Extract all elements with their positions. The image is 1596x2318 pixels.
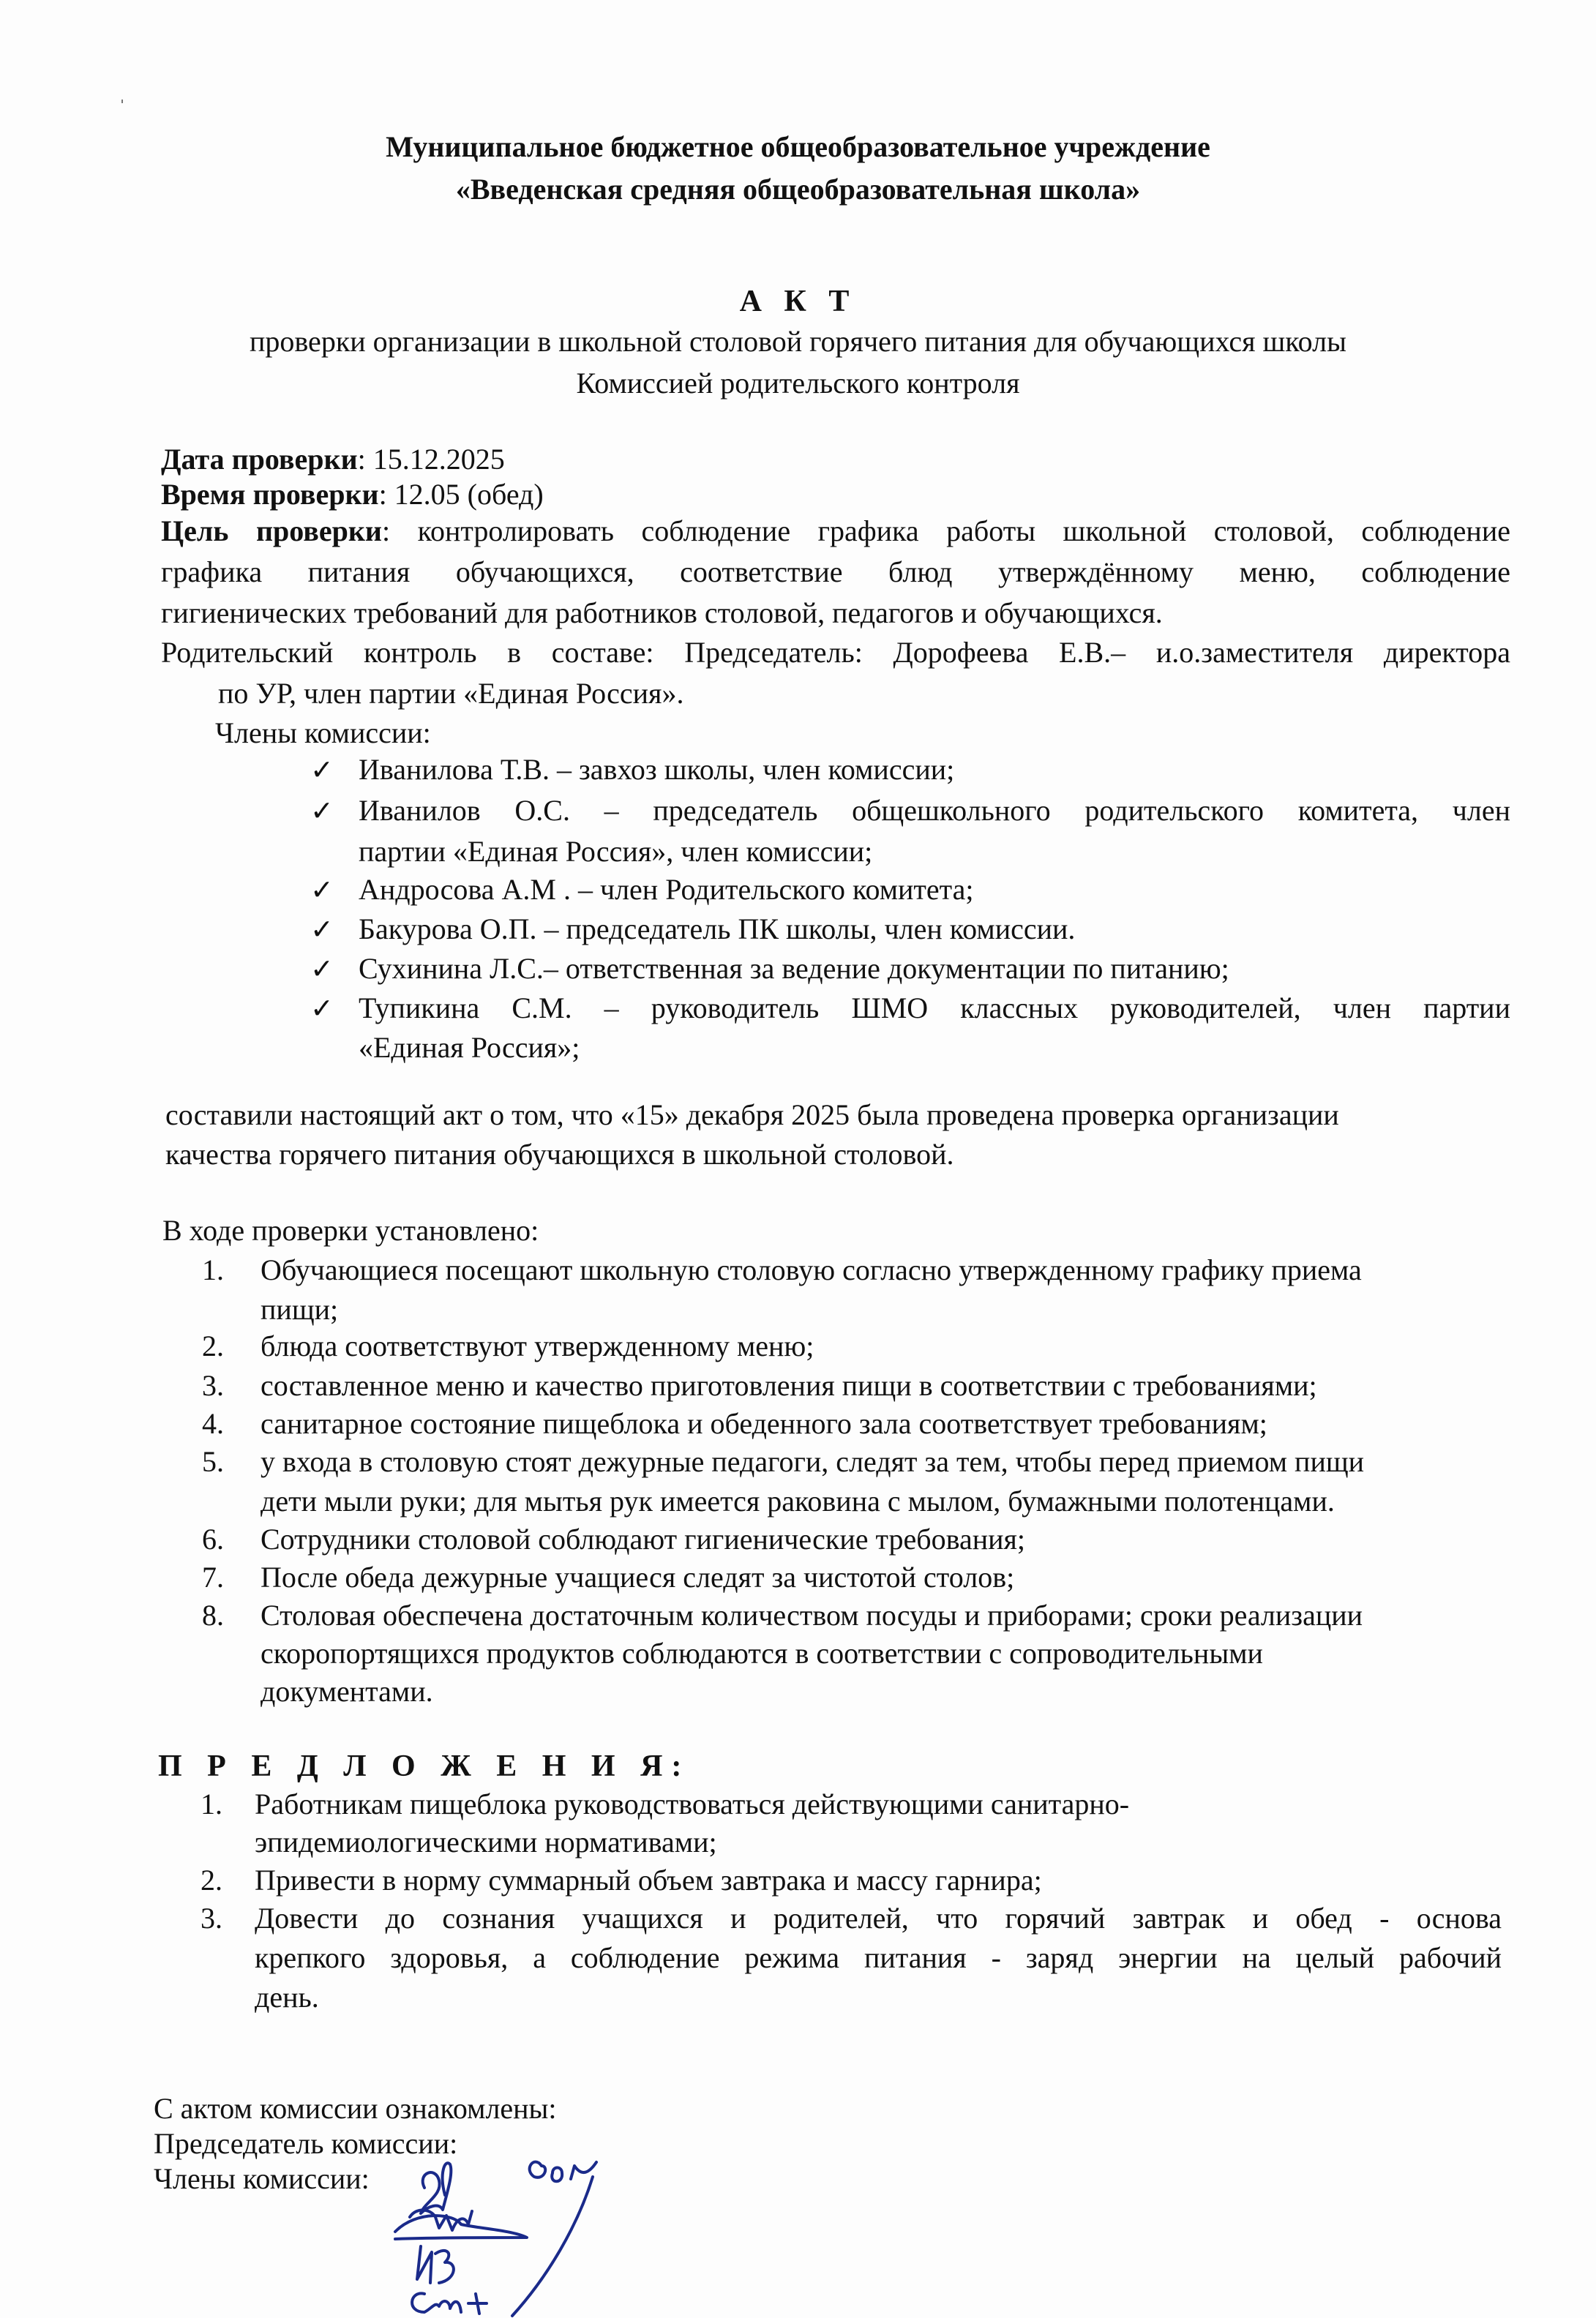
composition-chairman-line2: по УР, член партии «Единая Россия».: [218, 677, 684, 710]
finding-number: 1.: [202, 1253, 224, 1286]
member-text: Иванилов О.С. – председатель общешкольного родительского комитета, член: [359, 794, 1510, 827]
check-date-label: Дата проверки: [161, 443, 358, 476]
finding-number: 6.: [202, 1523, 224, 1556]
proposal-number: 3.: [201, 1902, 222, 1935]
member-text: Сухинина Л.С.– ответственная за ведение документации по питанию;: [359, 952, 1229, 985]
finding-text: После обеда дежурные учащиеся следят за чистотой столов;: [261, 1561, 1015, 1594]
member-item: [0, 986, 1596, 1071]
member-text: Тупикина С.М. – руководитель ШМО классных руководителей, член партии: [359, 991, 1510, 1024]
proposal-number: 2.: [201, 1864, 222, 1897]
check-goal-line2: графика питания обучающихся, соответствие блюд утверждённому меню, соблюдение: [161, 555, 1510, 588]
member-item: [0, 947, 1596, 991]
document-title: А К Т: [739, 285, 857, 318]
finding-text-cont: пищи;: [261, 1293, 339, 1326]
scan-artifact: [121, 100, 123, 103]
chairman-signature-label: Председатель комиссии:: [154, 2127, 458, 2160]
proposal-text: Довести до сознания учащихся и родителей, что горячий завтрак и обед - основа: [255, 1902, 1502, 1935]
handwritten-signatures-icon: [366, 2144, 732, 2318]
check-goal-line3: гигиенических требований для работников столовой, педагогов и обучающихся.: [161, 596, 1163, 629]
statement-line1: составили настоящий акт о том, что «15» декабря 2025 была проведена проверка организации: [165, 1098, 1339, 1131]
checkmark-icon: ✓: [310, 795, 334, 827]
member-text-cont: «Единая Россия»;: [359, 1031, 580, 1064]
document-subtitle-line2: Комиссией родительского контроля: [576, 367, 1020, 400]
checkmark-icon: ✓: [310, 874, 334, 906]
member-text: Иванилова Т.В. – завхоз школы, член комиссии;: [359, 753, 955, 786]
finding-text: блюда соответствуют утвержденному меню;: [261, 1329, 814, 1362]
proposal-text-cont: эпидемиологическими нормативами;: [255, 1826, 717, 1858]
proposal-number: 1.: [201, 1788, 222, 1820]
proposal-text: Работникам пищеблока руководствоваться действующими санитарно-: [255, 1788, 1130, 1820]
member-item: [0, 907, 1596, 951]
checkmark-icon: ✓: [310, 913, 334, 945]
member-text-cont: партии «Единая Россия», член комиссии;: [359, 835, 873, 868]
finding-text: Обучающиеся посещают школьную столовую согласно утвержденному графику приема: [261, 1253, 1362, 1286]
proposals-heading: П Р Е Д Л О Ж Е Н И Я:: [158, 1749, 691, 1783]
checkmark-icon: ✓: [310, 992, 334, 1024]
document-subtitle-line1: проверки организации в школьной столовой горячего питания для обучающихся школы: [250, 325, 1346, 358]
finding-number: 5.: [202, 1445, 224, 1478]
finding-text: составленное меню и качество приготовления пищи в соответствии с требованиями;: [261, 1369, 1317, 1402]
proposal-text-cont: крепкого здоровья, а соблюдение режима питания - заряд энергии на целый рабочий: [255, 1941, 1502, 1974]
findings-heading: В ходе проверки установлено:: [162, 1214, 539, 1247]
members-label: Члены комиссии:: [215, 716, 431, 749]
finding-text-cont: дети мыли руки; для мытья рук имеется раковина с мылом, бумажными полотенцами.: [261, 1485, 1335, 1518]
finding-text-cont: документами.: [261, 1675, 433, 1708]
member-item: [0, 789, 1596, 874]
member-text: Бакурова О.П. – председатель ПК школы, член комиссии.: [359, 912, 1076, 945]
member-item: [0, 748, 1596, 792]
proposal-text: Привести в норму суммарный объем завтрака и массу гарнира;: [255, 1864, 1042, 1897]
finding-text-cont: скоропортящихся продуктов соблюдаются в соответствии с сопроводительными: [261, 1637, 1263, 1670]
finding-number: 2.: [202, 1329, 224, 1362]
institution-name-line1: Муниципальное бюджетное общеобразовательное учреждение: [386, 130, 1210, 163]
checkmark-icon: ✓: [310, 754, 334, 786]
finding-text: санитарное состояние пищеблока и обеденного зала соответствует требованиям;: [261, 1407, 1267, 1440]
checkmark-icon: ✓: [310, 953, 334, 985]
member-item: [0, 868, 1596, 912]
finding-text: у входа в столовую стоят дежурные педагоги, следят за тем, чтобы перед приемом пищи: [261, 1445, 1365, 1478]
check-time-label: Время проверки: [161, 478, 379, 511]
statement-line2: качества горячего питания обучающихся в школьной столовой.: [165, 1138, 954, 1171]
check-goal-label: Цель проверки: [161, 514, 382, 547]
finding-number: 4.: [202, 1407, 224, 1440]
institution-name-line2: «Введенская средняя общеобразовательная школа»: [455, 173, 1141, 206]
finding-number: 3.: [202, 1369, 224, 1402]
check-date-value: : 15.12.2025: [357, 443, 505, 476]
member-text: Андросова А.М . – член Родительского комитета;: [359, 873, 974, 906]
members-signature-label: Члены комиссии:: [154, 2162, 370, 2195]
check-time-value: : 12.05 (обед): [378, 478, 544, 511]
finding-number: 7.: [202, 1561, 224, 1594]
composition-chairman-line1: Родительский контроль в составе: Председатель: Дорофеева Е.В.– и.о.заместителя директора: [161, 636, 1510, 669]
proposal-text-cont: день.: [255, 1981, 319, 2014]
acknowledged-label: С актом комиссии ознакомлены:: [154, 2092, 557, 2125]
finding-text: Столовая обеспечена достаточным количеством посуды и приборами; сроки реализации: [261, 1599, 1363, 1632]
check-goal-line1: [161, 509, 1510, 553]
check-goal-text1: : контролировать соблюдение графика работы школьной столовой, соблюдение: [381, 514, 1510, 547]
finding-text: Сотрудники столовой соблюдают гигиенические требования;: [261, 1523, 1026, 1556]
finding-number: 8.: [202, 1599, 224, 1632]
